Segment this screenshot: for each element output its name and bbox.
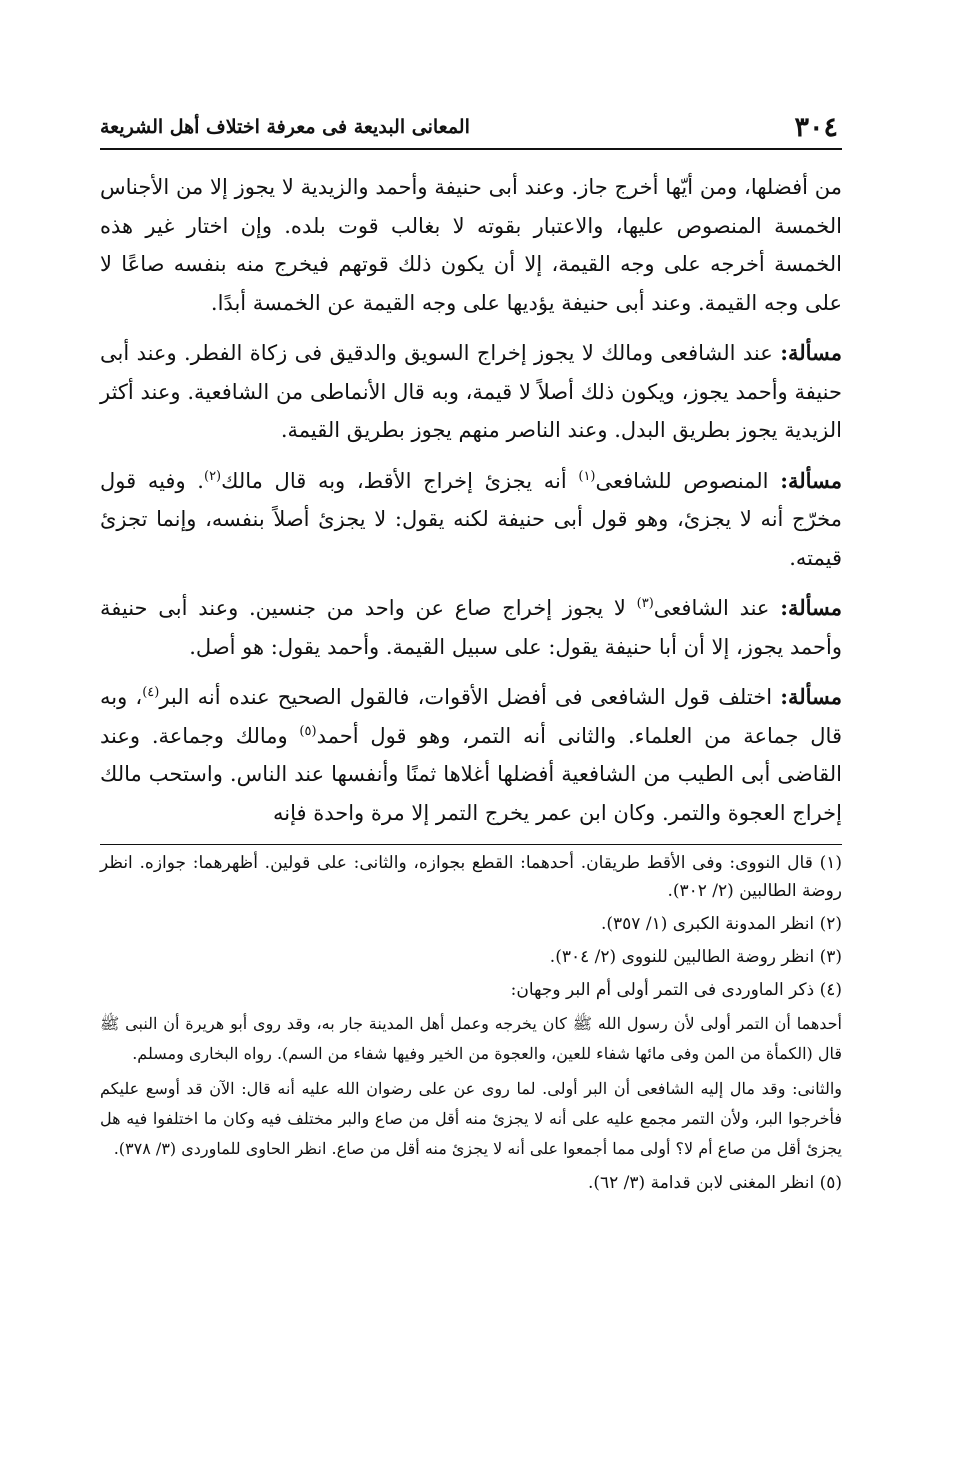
paragraph [100, 462, 842, 578]
footnote-ref: (٣) [636, 596, 654, 611]
paragraph [100, 168, 842, 322]
footnote-number: (٢) [819, 914, 842, 934]
footnote-ref: (١) [578, 468, 596, 484]
footnote-ref: (٢) [203, 468, 222, 484]
paragraph-text: عند الشافعى [653, 596, 781, 620]
footnote-text: انظر المغنى لابن قدامة (٣/ ٦٢). [587, 1173, 815, 1193]
footnote-number: (٥) [819, 1173, 842, 1193]
footnote-divider [100, 844, 842, 845]
footnote-ref: (٤) [142, 685, 160, 700]
page-header [100, 112, 842, 150]
footnote-number: (١) [819, 853, 842, 873]
paragraph-text: لا يجوز إخراج صاع عن واحد من جنسين. وعند أبى حنيفة وأحمد يجوز، إلا أن أبا حنيفة يقول: على سبيل القيمة. وأحمد يقول: هو أصل. [100, 596, 842, 659]
footnote-subparagraph: والثانى: وقد مال إليه الشافعى أن البر أولى. لما روى عن على رضوان الله عليه أنه قال: الآن قد أوسع عليكم فأخرجوا البر، ولأن التمر مجمع عليه على أنه لا يجزئ منه أقل من صاع والبر مختلف فيه وكان ما اختلفوا فيه هل يجزئ أقل من صاع أم لا؟ أولى مما أجمعوا على أنه لا يجزئ منه أقل من صاع. انظر الحاوى للماوردى (٣/ ٣٧٨). [100, 1079, 842, 1158]
footnote-text: ذكر الماوردى فى التمر أولى أم البر وجهان: [510, 980, 815, 1000]
paragraph-text: اختلف قول الشافعى فى أفضل الأقوات، فالقول الصحيح عنده أنه البر [159, 685, 781, 709]
issue-label: مسألة: [780, 340, 842, 365]
page-number: ٣٠٤ [794, 112, 838, 143]
paragraph [100, 678, 842, 832]
paragraph-text: ومالك وجماعة. وعند القاضى أبى الطيب من الشافعية أفضلها أغلاها ثمنًا وأنفسها عند الناس. واستحب مالك إخراج العجوة والتمر. وكان ابن عمر يخرج التمر إلا مرة واحدة فإنه [100, 723, 842, 825]
paragraph [100, 334, 842, 450]
book-page [100, 112, 842, 1202]
footnote-text: انظر المدونة الكبرى (١/ ٣٥٧). [600, 914, 815, 934]
footnote-number: (٣) [819, 947, 842, 967]
running-title: المعانى البديعة فى معرفة اختلاف أهل الشريعة [100, 116, 470, 138]
footnote [100, 849, 842, 905]
footnote [100, 976, 842, 1004]
paragraph [100, 589, 842, 666]
issue-label: مسألة: [780, 467, 842, 493]
footnote [100, 943, 842, 971]
footnote [100, 910, 842, 938]
footnotes [100, 849, 842, 1197]
issue-label: مسألة: [780, 595, 842, 620]
footnote-text: قال النووى: وفى الأقط طريقان. أحدهما: القطع بجوازه، والثانى: على قولين. أظهرهما: جوازه. انظر روضة الطالبين (٢/ ٣٠٢). [100, 853, 842, 901]
paragraph-text: من أفضلها، ومن أيّها أخرج جاز. وعند أبى حنيفة وأحمد والزيدية لا يجوز إلا من الأجناس الخمسة المنصوص عليها، والاعتبار بقوته لا بغالب قوت بلده. وإن اختار غير هذه الخمسة أخرجه على وجه القيمة، إلا أن يكون ذلك قوتهم فيخرج منه بنفسه صاعًا لا على وجه القيمة. وعند أبى حنيفة يؤديها على وجه القيمة عن الخمسة أبدًا. [100, 175, 843, 315]
footnote-text: انظر روضة الطالبين للنووى (٢/ ٣٠٤). [549, 947, 815, 967]
issue-label: مسألة: [780, 684, 842, 709]
paragraph-text: . وفيه قول مخرّج أنه لا يجزئ، وهو قول أبى حنيفة لكنه يقول: لا يجزئ أصلاً بنفسه، وإنما تجزئ قيمته. [100, 468, 842, 570]
paragraph-text: أنه يجزئ إخراج الأقط، وبه قال مالك [221, 468, 579, 493]
footnote-subparagraph: أحدهما أن التمر أولى لأن رسول الله ﷺ كان يخرجه وعمل أهل المدينة جار به، وقد روى أبو هريرة أن النبى ﷺ قال (الكمأة من المن وفى مائها شفاء للعين، والعجوة من الخير وفيها شفاء من السم). رواه البخارى ومسلم. [100, 1014, 842, 1063]
footnote [100, 1169, 842, 1197]
paragraph-text: ، وبه قال جماعة من العلماء. والثانى أنه التمر، وهو قول أحمد [100, 685, 842, 748]
main-text [100, 168, 842, 832]
footnote-number: (٤) [819, 980, 842, 1000]
paragraph-text: المنصوص للشافعى [595, 468, 781, 493]
paragraph-text: عند الشافعى ومالك لا يجوز إخراج السويق والدقيق فى زكاة الفطر. وعند أبى حنيفة وأحمد يجوز، ويكون ذلك أصلاً لا قيمة، وبه قال الأنماطى من الشافعية. وعند أكثر الزيدية يجوز بطريق البدل. وعند الناصر منهم يجوز بطريق القيمة. [100, 341, 842, 442]
footnote-ref: (٥) [299, 723, 317, 739]
